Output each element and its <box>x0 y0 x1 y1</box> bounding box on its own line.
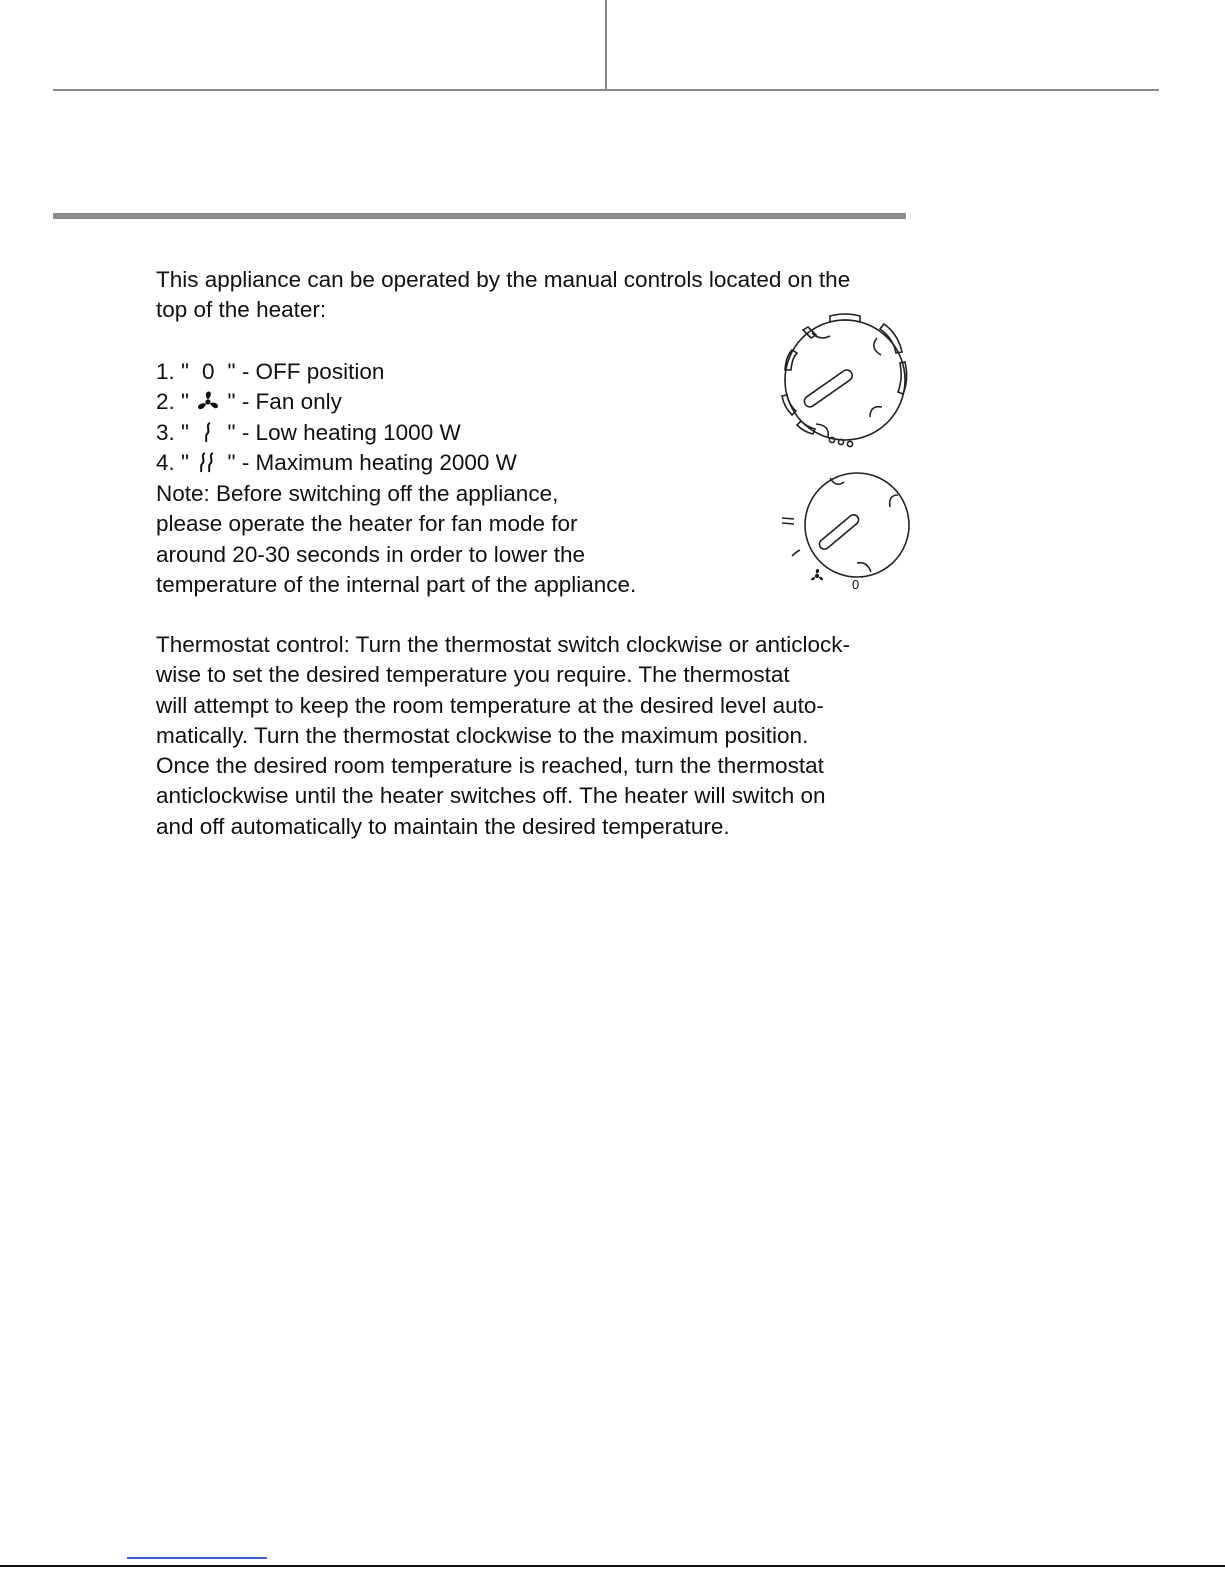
mode-number: 1. " <box>156 359 190 384</box>
footer-rule <box>0 1565 1225 1567</box>
mode-quote: " <box>227 419 236 445</box>
footer-accent-rule <box>127 1557 267 1559</box>
double-heat-wave-icon <box>195 448 221 478</box>
mode-quote: " <box>227 449 236 475</box>
single-heat-wave-icon <box>195 418 221 448</box>
header-rule <box>53 89 1159 91</box>
mode-item-max-heat <box>156 448 517 478</box>
fan-icon <box>195 387 221 417</box>
off-zero-icon: 0 <box>202 359 215 384</box>
fan-icon <box>811 569 823 580</box>
thermostat-line: matically. Turn the thermostat clockwise to the maximum position. <box>156 722 809 748</box>
header-divider-vertical <box>605 0 607 90</box>
mode-label: - Fan only <box>241 389 342 415</box>
mode-quote: " <box>227 359 236 384</box>
mode-item-fan <box>156 387 517 417</box>
mode-label: - Low heating 1000 W <box>241 419 461 445</box>
mode-list <box>156 357 517 478</box>
mode-number: 2. " <box>156 389 190 415</box>
mode-number: 3. " <box>156 419 190 445</box>
thermostat-line: Once the desired room temperature is reached, turn the thermostat <box>156 753 824 779</box>
intro-line: top of the heater: <box>156 297 327 323</box>
mode-dial-zero-label: 0 <box>852 577 860 592</box>
thermostat-line: anticlockwise until the heater switches off. The heater will switch on <box>156 783 826 809</box>
mode-label: - OFF position <box>241 359 385 384</box>
intro-line: This appliance can be operated by the manual controls located on the <box>156 267 851 292</box>
section-rule <box>53 213 906 219</box>
thermostat-line: wise to set the desired temperature you require. The thermostat <box>156 662 790 688</box>
thermostat-dial-icon <box>782 314 907 447</box>
note-line: temperature of the internal part of the appliance. <box>156 571 637 597</box>
note-paragraph <box>156 479 636 600</box>
control-dials-illustration <box>770 300 930 600</box>
note-line: around 20-30 seconds in order to lower the <box>156 541 586 567</box>
thermostat-line: will attempt to keep the room temperature at the desired level auto- <box>156 692 824 718</box>
dials-svg <box>770 300 930 600</box>
thermostat-line: and off automatically to maintain the desired temperature. <box>156 813 730 839</box>
mode-quote: " <box>227 389 236 415</box>
thermostat-paragraph <box>156 630 850 842</box>
mode-number: 4. " <box>156 449 190 475</box>
note-line: please operate the heater for fan mode for <box>156 511 578 537</box>
mode-selector-dial-icon <box>782 473 909 577</box>
mode-item-off <box>156 357 517 387</box>
mode-item-low-heat <box>156 418 517 448</box>
note-line: Note: Before switching off the appliance, <box>156 481 559 506</box>
thermostat-line: Thermostat control: Turn the thermostat switch clockwise or anticlock- <box>156 632 850 657</box>
mode-label: - Maximum heating 2000 W <box>241 449 517 475</box>
intro-paragraph <box>156 265 850 326</box>
